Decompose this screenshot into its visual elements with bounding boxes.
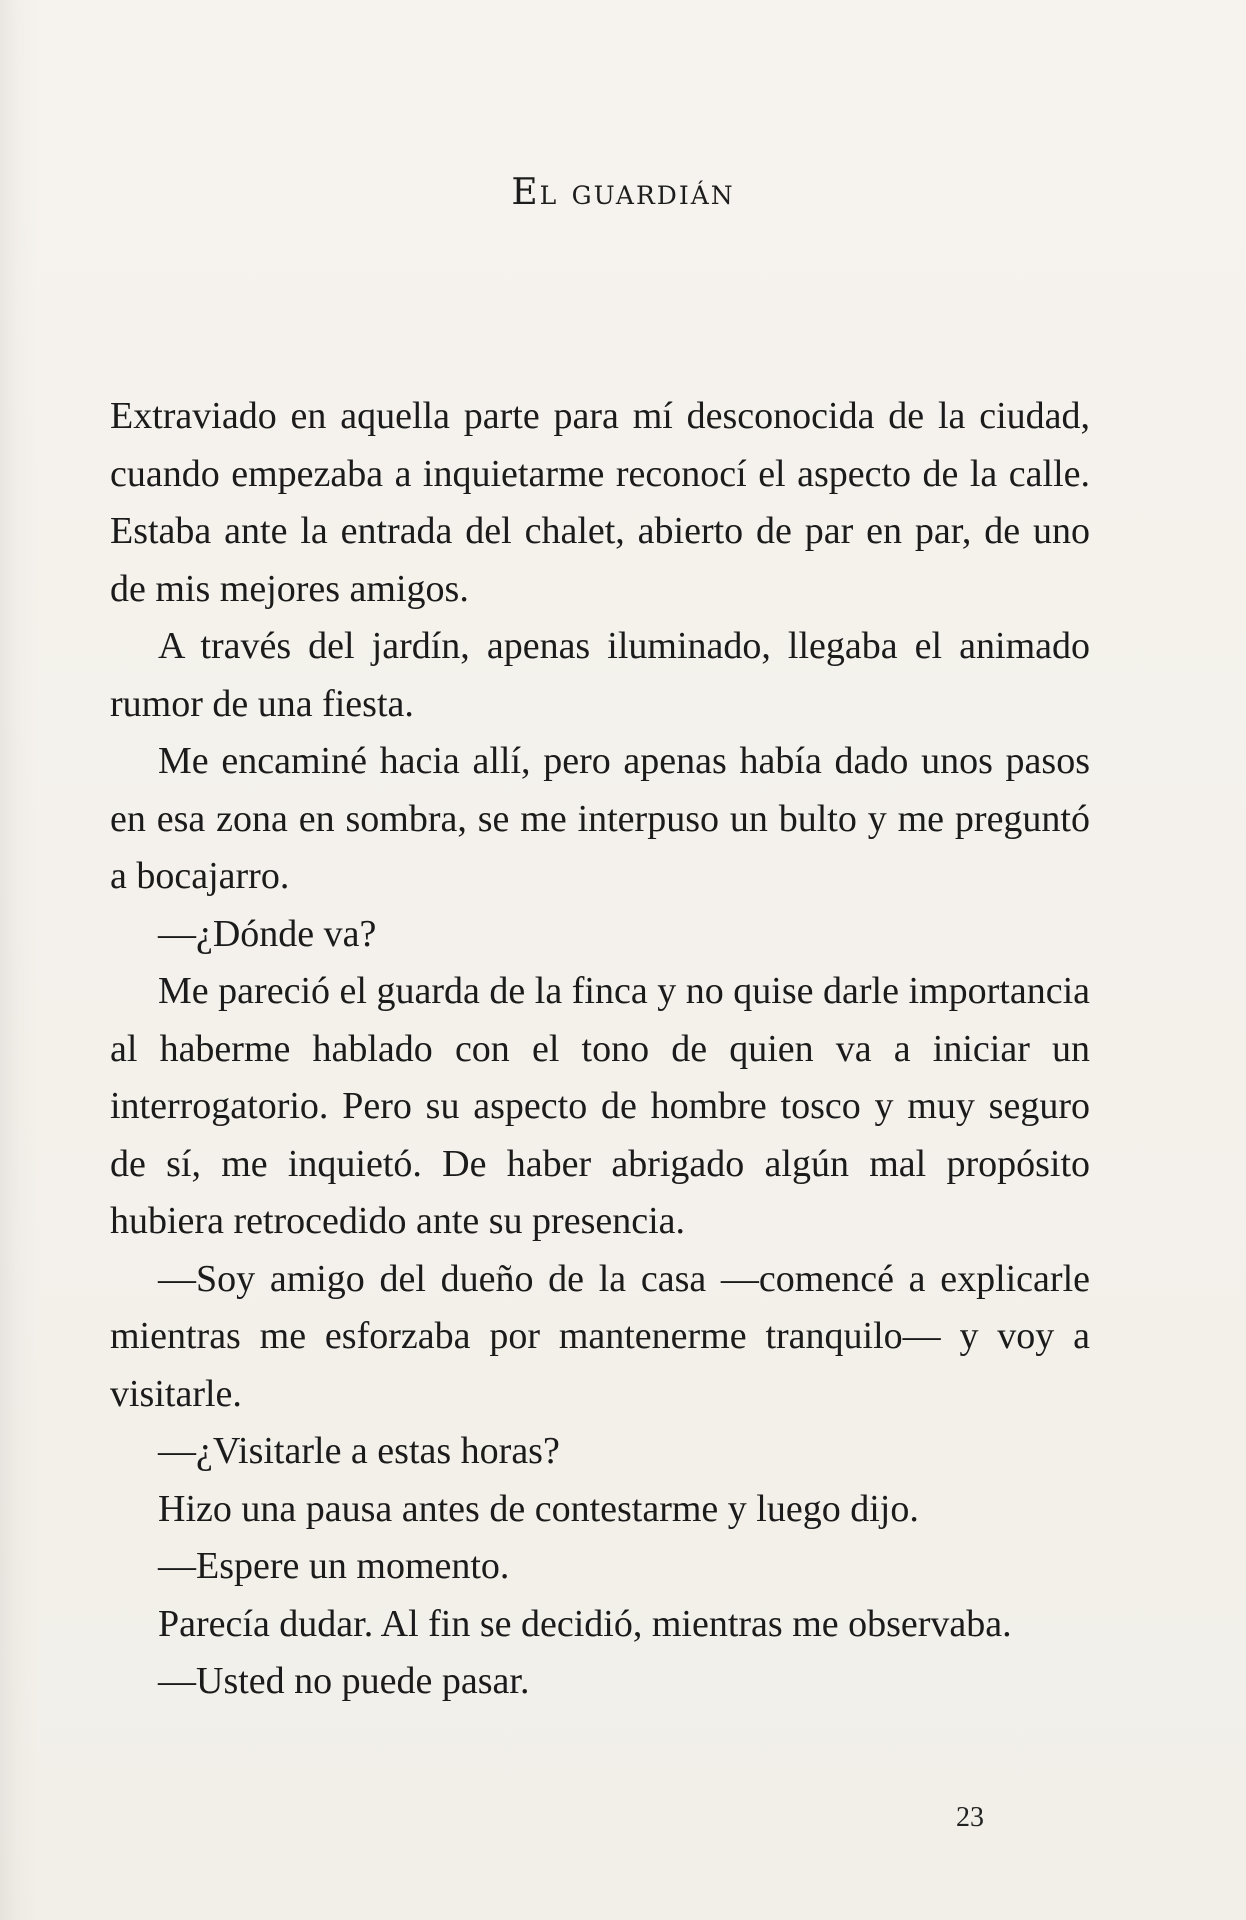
paragraph: Extraviado en aquella parte para mí desconocida de la ciudad, cuando empezaba a inquietarme reconocí el aspecto de la calle. Estaba ante la entrada del chalet, abierto de par en par, de uno de mis mejores amigos. [110,395,1090,610]
paragraph: Hizo una pausa antes de contestarme y luego dijo. [158,1487,919,1530]
dialogue-line: —Usted no puede pasar. [158,1660,530,1702]
dialogue-line: —Espere un momento. [158,1545,510,1587]
chapter-title: El guardián [511,172,735,213]
dialogue-line: —Soy amigo del dueño de la casa —comencé a explicarle mientras me esforzaba por mantenerme tranquilo— y voy a visitarle. [110,1257,1090,1415]
page-number: 23 [956,1802,984,1833]
dialogue-line: —¿Visitarle a estas horas? [158,1430,560,1472]
paragraph: Parecía dudar. Al fin se decidió, mientras me observaba. [158,1602,1012,1645]
paragraph: A través del jardín, apenas iluminado, llegaba el animado rumor de una fiesta. [110,625,1090,725]
dialogue-line: —¿Dónde va? [158,912,377,955]
paragraph: Me encaminé hacia allí, pero apenas había dado unos pasos en esa zona en sombra, se me interpuso un bulto y me preguntó a bocajarro. [110,740,1090,897]
body-text [110,388,1090,1711]
paragraph: Me pareció el guarda de la finca y no quise darle importancia al haberme hablado con el tono de quien va a iniciar un interrogatorio. Pero su aspecto de hombre tosco y muy seguro de sí, me inquietó. De haber abrigado algún mal propósito hubiera retrocedido ante su presencia. [110,970,1090,1242]
